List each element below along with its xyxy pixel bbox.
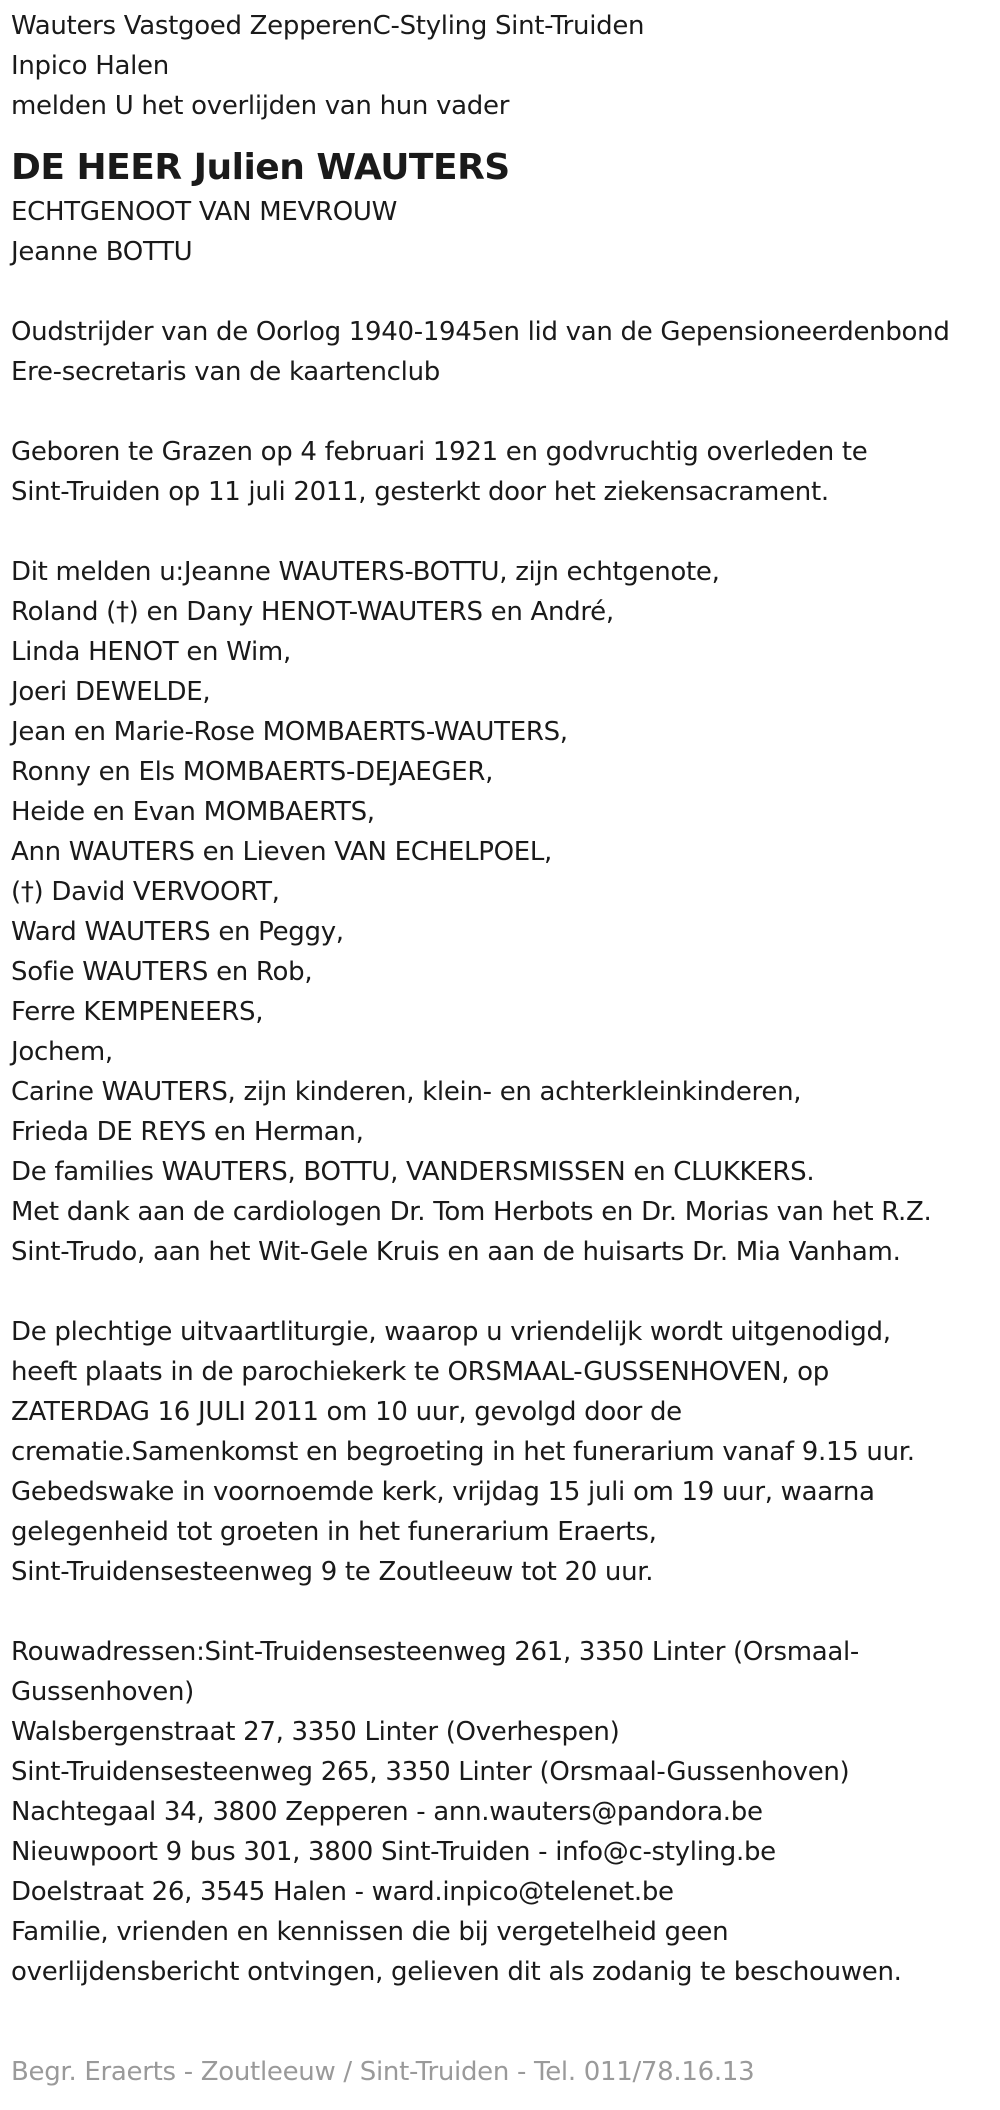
mourner-line: Frieda DE REYS en Herman, [11, 1117, 364, 1147]
ceremony-line: gelegenheid tot groeten in het funerarium Eraerts, [11, 1517, 657, 1547]
mourner-line: De families WAUTERS, BOTTU, VANDERSMISSEN en CLUKKERS. [11, 1157, 815, 1187]
address-line: Doelstraat 26, 3545 Halen - ward.inpico@telenet.be [11, 1877, 674, 1907]
address-line: Nachtegaal 34, 3800 Zepperen - ann.wauters@pandora.be [11, 1797, 763, 1827]
address-line: Rouwadressen:Sint-Truidensesteenweg 261, 3350 Linter (Orsmaal- [11, 1637, 859, 1667]
paragraph-gap [11, 1592, 996, 1632]
mourner-line: Ronny en Els MOMBAERTS-DEJAEGER, [11, 757, 494, 787]
affiliation-line: Oudstrijder van de Oorlog 1940-1945en lid van de Gepensioneerdenbond [11, 317, 950, 347]
ceremony-line: ZATERDAG 16 JULI 2011 om 10 uur, gevolgd door de [11, 1397, 682, 1427]
mourner-line: Dit melden u:Jeanne WAUTERS-BOTTU, zijn echtgenote, [11, 557, 720, 587]
mourner-line: Ann WAUTERS en Lieven VAN ECHELPOEL, [11, 837, 553, 867]
ceremony-line: Sint-Truidensesteenweg 9 te Zoutleeuw tot 20 uur. [11, 1557, 654, 1587]
address-line: overlijdensbericht ontvingen, gelieven dit als zodanig te beschouwen. [11, 1957, 902, 1987]
mourner-line: Heide en Evan MOMBAERTS, [11, 797, 375, 827]
announcer-line: Wauters Vastgoed ZepperenC-Styling Sint-Truiden [11, 11, 645, 41]
mourner-line: Sint-Trudo, aan het Wit-Gele Kruis en aan de huisarts Dr. Mia Vanham. [11, 1237, 901, 1267]
paragraph-gap [11, 512, 996, 552]
ceremony-line: heeft plaats in de parochiekerk te ORSMAAL-GUSSENHOVEN, op [11, 1357, 829, 1387]
mourner-line: Carine WAUTERS, zijn kinderen, klein- en achterkleinkinderen, [11, 1077, 802, 1107]
mourner-line: Ward WAUTERS en Peggy, [11, 917, 344, 947]
addresses-block [11, 1632, 996, 1992]
announcer-line: Inpico Halen [11, 51, 169, 81]
mourner-line: Jean en Marie-Rose MOMBAERTS-WAUTERS, [11, 717, 568, 747]
mourner-line: Joeri DEWELDE, [11, 677, 211, 707]
address-line: Gussenhoven) [11, 1677, 194, 1707]
paragraph-gap [11, 392, 996, 432]
birth-death-line: Geboren te Grazen op 4 februari 1921 en godvruchtig overleden te [11, 437, 868, 467]
mourner-line: Jochem, [11, 1037, 113, 1067]
birth-death-line: Sint-Truiden op 11 juli 2011, gesterkt door het ziekensacrament. [11, 477, 829, 507]
address-line: Nieuwpoort 9 bus 301, 3800 Sint-Truiden - info@c-styling.be [11, 1837, 776, 1867]
spouse-name: Jeanne BOTTU [11, 237, 193, 267]
ceremony-line: De plechtige uitvaartliturgie, waarop u vriendelijk wordt uitgenodigd, [11, 1317, 891, 1347]
death-notice [11, 6, 996, 1992]
announcer-line: melden U het overlijden van hun vader [11, 91, 510, 121]
paragraph-gap [11, 272, 996, 312]
mourner-line: Ferre KEMPENEERS, [11, 997, 264, 1027]
deceased-block [11, 144, 996, 272]
ceremony-line: Gebedswake in voornoemde kerk, vrijdag 15 juli om 19 uur, waarna [11, 1477, 875, 1507]
mourner-line: Met dank aan de cardiologen Dr. Tom Herbots en Dr. Morias van het R.Z. [11, 1197, 932, 1227]
mourner-line: Linda HENOT en Wim, [11, 637, 291, 667]
announcers-block [11, 6, 996, 126]
affiliation-line: Ere-secretaris van de kaartenclub [11, 357, 440, 387]
mourners-block [11, 552, 996, 1272]
address-line: Familie, vrienden en kennissen die bij vergetelheid geen [11, 1917, 729, 1947]
mourner-line: Sofie WAUTERS en Rob, [11, 957, 313, 987]
birth-death-block [11, 432, 996, 512]
ceremony-line: crematie.Samenkomst en begroeting in het funerarium vanaf 9.15 uur. [11, 1437, 915, 1467]
spouse-title: ECHTGENOOT VAN MEVROUW [11, 197, 398, 227]
funeral-home-footer: Begr. Eraerts - Zoutleeuw / Sint-Truiden - Tel. 011/78.16.13 [11, 2057, 755, 2087]
paragraph-gap [11, 1272, 996, 1312]
mourner-line: (†) David VERVOORT, [11, 877, 280, 907]
mourner-line: Roland (†) en Dany HENOT-WAUTERS en André, [11, 597, 614, 627]
address-line: Sint-Truidensesteenweg 265, 3350 Linter (Orsmaal-Gussenhoven) [11, 1757, 850, 1787]
address-line: Walsbergenstraat 27, 3350 Linter (Overhespen) [11, 1717, 620, 1747]
affiliations-block [11, 312, 996, 392]
ceremony-block [11, 1312, 996, 1592]
deceased-name: DE HEER Julien WAUTERS [11, 147, 510, 188]
